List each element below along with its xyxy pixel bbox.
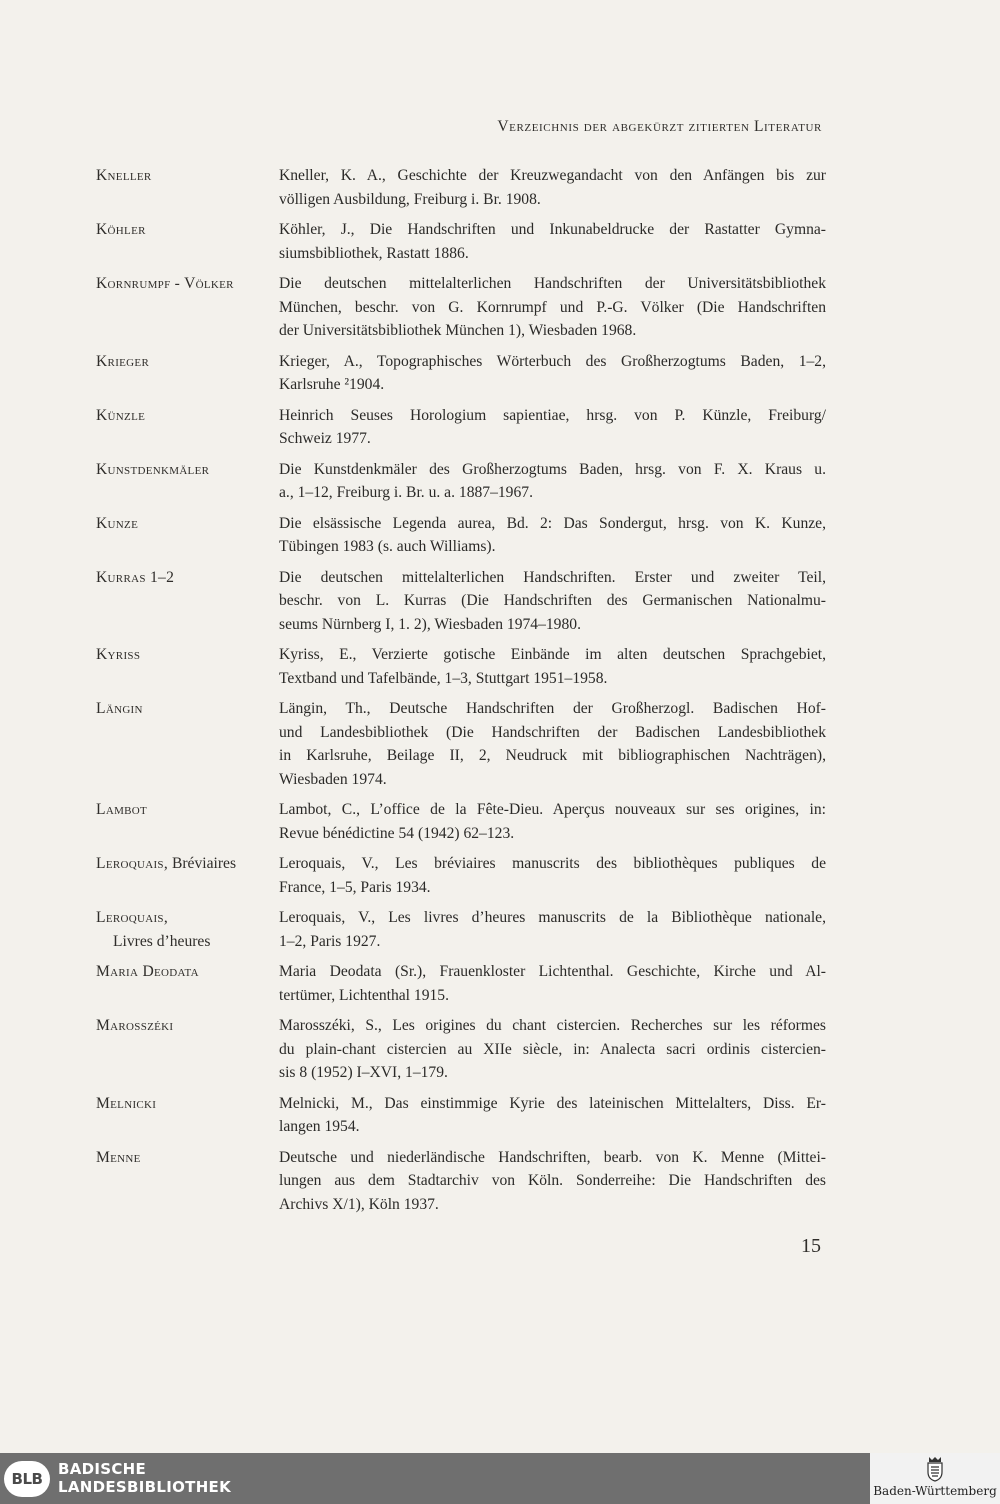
bibliography-entry xyxy=(96,697,826,791)
entry-line: völligen Ausbildung, Freiburg i. Br. 1908. xyxy=(279,190,541,208)
bibliography-entry xyxy=(96,1092,826,1139)
entry-description xyxy=(279,164,826,211)
entry-abbreviation: Lambot xyxy=(96,801,148,818)
entry-abbreviation-main: Leroquais, xyxy=(96,909,169,926)
entry-line: tertümer, Lichtenthal 1915. xyxy=(279,986,449,1004)
bibliography-entry xyxy=(96,643,826,690)
bibliography-entry xyxy=(96,164,826,211)
bibliography-entry xyxy=(96,458,826,505)
entry-description xyxy=(279,350,826,397)
entry-line: Leroquais, V., Les bréviaires manuscrits des bibliothèques publiques de xyxy=(279,855,826,872)
bibliography-entry xyxy=(96,960,826,1007)
bibliography-entry xyxy=(96,1014,826,1085)
entry-line: Die deutschen mittelalterlichen Handschriften. Erster und zweiter Teil, xyxy=(279,568,826,586)
entry-abbreviation: Maria Deodata xyxy=(96,963,199,980)
entry-line: Schweiz 1977. xyxy=(279,430,371,447)
entry-line: Köhler, J., Die Handschriften und Inkunabeldrucke der Rastatter Gymna- xyxy=(279,221,826,238)
entry-line: Längin, Th., Deutsche Handschriften der Großherzogl. Badischen Hof- xyxy=(279,700,826,717)
entry-line: Archivs X/1), Köln 1937. xyxy=(279,1195,439,1213)
entry-line: a., 1–12, Freiburg i. Br. u. a. 1887–1967. xyxy=(279,484,533,501)
entry-line: in Karlsruhe, Beilage II, 2, Neudruck mit bibliographischen Nachträgen), xyxy=(279,747,826,764)
entry-line: Die Kunstdenkmäler des Großherzogtums Baden, hrsg. von F. X. Kraus u. xyxy=(279,460,826,478)
entry-line: Tübingen 1983 (s. auch Williams). xyxy=(279,538,496,555)
blb-logo-text: BLB xyxy=(11,1470,43,1488)
entry-description xyxy=(279,272,826,343)
entry-description xyxy=(279,643,826,690)
entry-line: der Universitätsbibliothek München 1), Wiesbaden 1968. xyxy=(279,322,637,339)
bibliography-entry xyxy=(96,350,826,397)
entry-abbreviation-sub: Livres d’heures xyxy=(113,932,211,950)
entry-abbreviation-main: Leroquais, xyxy=(96,855,169,872)
entry-description xyxy=(279,1092,826,1139)
entry-line: München, beschr. von G. Kornrumpf und P.-G. Völker (Die Handschriften xyxy=(279,298,826,316)
entry-abbreviation-suffix: Bréviaires xyxy=(168,855,237,872)
entry-abbreviation: Kunze xyxy=(96,514,139,532)
footer-bar xyxy=(0,1453,1000,1504)
entry-line: Die deutschen mittelalterlichen Handschriften der Universitätsbibliothek xyxy=(279,275,826,292)
entry-line: du plain-chant cistercien au XIIe siècle, in: Analecta sacri ordinis cistercien- xyxy=(279,1040,826,1058)
coat-of-arms-icon xyxy=(926,1456,944,1482)
entry-description xyxy=(279,1014,826,1085)
entry-description xyxy=(279,404,826,451)
entry-description xyxy=(279,458,826,505)
bibliography-entry xyxy=(96,566,826,637)
entry-description xyxy=(279,852,826,899)
entry-description xyxy=(279,697,826,791)
entry-line: Melnicki, M., Das einstimmige Kyrie des lateinischen Mittelalters, Diss. Er- xyxy=(279,1094,826,1112)
entry-line: Kneller, K. A., Geschichte der Kreuzwegandacht von den Anfängen bis zur xyxy=(279,167,826,184)
bibliography-entry xyxy=(96,512,826,559)
entry-abbreviation: Menne xyxy=(96,1148,141,1166)
entry-description xyxy=(279,512,826,559)
entry-abbreviation xyxy=(96,852,279,876)
state-badge xyxy=(870,1453,1000,1504)
entry-line: Marosszéki, S., Les origines du chant cistercien. Recherches sur les réformes xyxy=(279,1017,826,1034)
entry-line: sis 8 (1952) I–XVI, 1–179. xyxy=(279,1064,448,1081)
entry-line: Lambot, C., L’office de la Fête-Dieu. Aperçus nouveaux sur ses origines, in: xyxy=(279,801,826,818)
entry-line: Karlsruhe ²1904. xyxy=(279,376,385,393)
running-title: Verzeichnis der abgekürzt zitierten Literatur xyxy=(497,118,822,135)
entry-abbreviation: Kneller xyxy=(96,167,152,184)
entry-line: 1–2, Paris 1927. xyxy=(279,932,381,950)
bibliography-entry xyxy=(96,852,826,899)
entry-line: langen 1954. xyxy=(279,1118,360,1135)
entry-line: Wiesbaden 1974. xyxy=(279,770,387,788)
page-number: 15 xyxy=(801,1235,821,1257)
entry-description xyxy=(279,218,826,265)
entry-line: Kyriss, E., Verzierte gotische Einbände im alten deutschen Sprachgebiet, xyxy=(279,646,826,663)
entry-abbreviation: Kunstdenkmäler xyxy=(96,460,210,478)
entry-description xyxy=(279,1146,826,1217)
entry-abbreviation: Kornrumpf - Völker xyxy=(96,275,234,292)
entry-line: Heinrich Seuses Horologium sapientiae, hrsg. von P. Künzle, Freiburg/ xyxy=(279,406,826,424)
entry-line: Die elsässische Legenda aurea, Bd. 2: Das Sondergut, hrsg. von K. Kunze, xyxy=(279,514,826,532)
entry-line: lungen aus dem Stadtarchiv von Köln. Sonderreihe: Die Handschriften des xyxy=(279,1172,826,1189)
bibliography-entry xyxy=(96,218,826,265)
entry-abbreviation xyxy=(96,906,279,953)
entry-line: Deutsche und niederländische Handschriften, bearb. von K. Menne (Mittei- xyxy=(279,1148,826,1166)
state-name: Baden-Württemberg xyxy=(873,1484,997,1498)
library-name-line1: BADISCHE xyxy=(58,1460,147,1478)
bibliography-entry xyxy=(96,1146,826,1217)
entry-abbreviation: Marosszéki xyxy=(96,1017,174,1034)
bibliography-entry xyxy=(96,906,826,953)
entry-description xyxy=(279,906,826,953)
blb-logo xyxy=(4,1461,50,1497)
entry-description xyxy=(279,566,826,637)
entry-line: und Landesbibliothek (Die Handschriften der Badischen Landesbibliothek xyxy=(279,723,826,741)
entry-abbreviation: Kurras 1–2 xyxy=(96,568,175,586)
entry-line: siumsbibliothek, Rastatt 1886. xyxy=(279,244,469,262)
entry-abbreviation: Kyriss xyxy=(96,646,141,663)
entry-abbreviation: Längin xyxy=(96,700,143,717)
entry-abbreviation: Krieger xyxy=(96,352,150,370)
entry-abbreviation: Melnicki xyxy=(96,1094,157,1112)
entry-line: Leroquais, V., Les livres d’heures manuscrits de la Bibliothèque nationale, xyxy=(279,909,826,926)
entry-line: seums Nürnberg I, 1. 2), Wiesbaden 1974–1980. xyxy=(279,615,581,633)
bibliography-entry xyxy=(96,272,826,343)
entry-abbreviation: Künzle xyxy=(96,406,146,424)
entry-line: France, 1–5, Paris 1934. xyxy=(279,878,431,896)
entry-description xyxy=(279,798,826,845)
library-name-line2: LANDESBIBLIOTHEK xyxy=(58,1478,232,1496)
entry-line: beschr. von L. Kurras (Die Handschriften des Germanischen Nationalmu- xyxy=(279,592,826,609)
entry-abbreviation: Köhler xyxy=(96,221,146,238)
entry-line: Revue bénédictine 54 (1942) 62–123. xyxy=(279,824,515,842)
bibliography-entry xyxy=(96,798,826,845)
entry-line: Maria Deodata (Sr.), Frauenkloster Lichtenthal. Geschichte, Kirche und Al- xyxy=(279,963,826,980)
entry-description xyxy=(279,960,826,1007)
entry-line: Textband und Tafelbände, 1–3, Stuttgart 1951–1958. xyxy=(279,669,608,687)
entry-line: Krieger, A., Topographisches Wörterbuch des Großherzogtums Baden, 1–2, xyxy=(279,352,826,370)
library-name xyxy=(58,1460,231,1496)
bibliography-list xyxy=(96,164,826,1216)
bibliography-entry xyxy=(96,404,826,451)
